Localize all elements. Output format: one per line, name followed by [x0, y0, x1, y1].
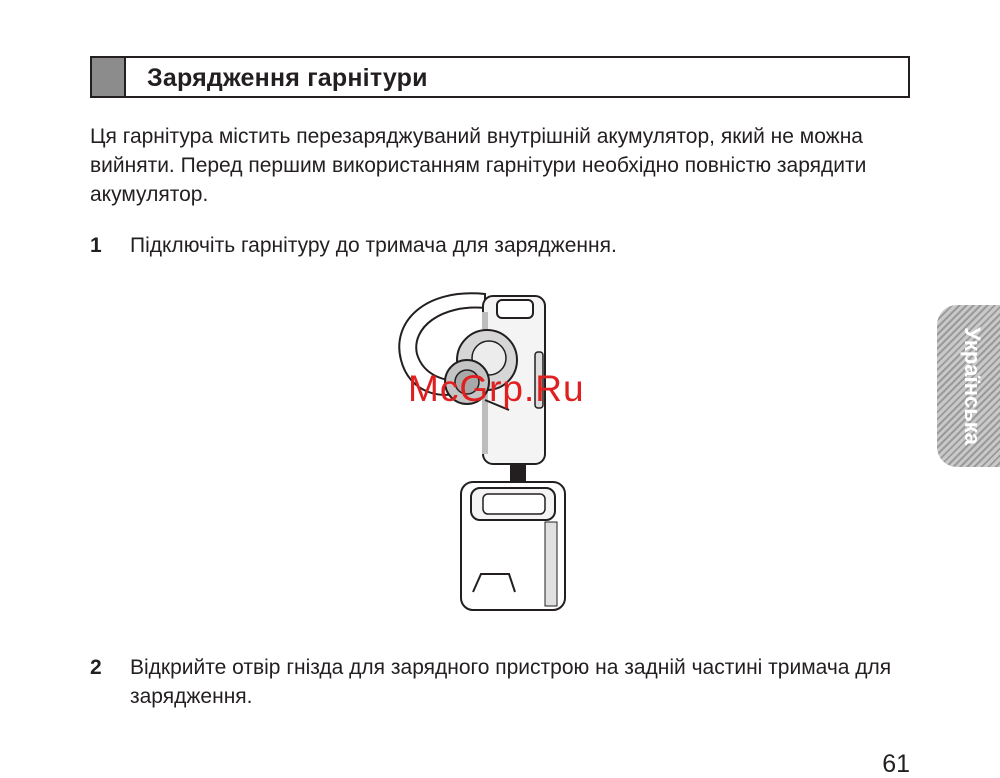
headset-charging-illustration	[385, 282, 585, 612]
step-text: Підключіть гарнітуру до тримача для зарядження.	[130, 234, 617, 257]
step-text: Відкрийте отвір гнізда для зарядного пристрою на задній частині тримача для зарядження.	[130, 656, 892, 708]
step-2	[90, 653, 920, 713]
section-marker	[92, 58, 126, 96]
step-number: 1	[90, 234, 102, 257]
language-tab-label: Українська	[960, 326, 985, 446]
section-header	[90, 56, 910, 98]
language-tab[interactable]	[937, 305, 1000, 467]
step-1	[90, 231, 920, 261]
section-title: Зарядження гарнітури	[147, 64, 428, 92]
intro-paragraph: Ця гарнітура містить перезаряджуваний внутрішній акумулятор, який не можна вийняти. Перед першим використанням гарнітури необхідно повністю зарядити акумулятор.	[90, 125, 867, 206]
page-number: 61	[882, 750, 910, 778]
watermark: McGrp.Ru	[408, 368, 585, 409]
step-number: 2	[90, 656, 102, 679]
